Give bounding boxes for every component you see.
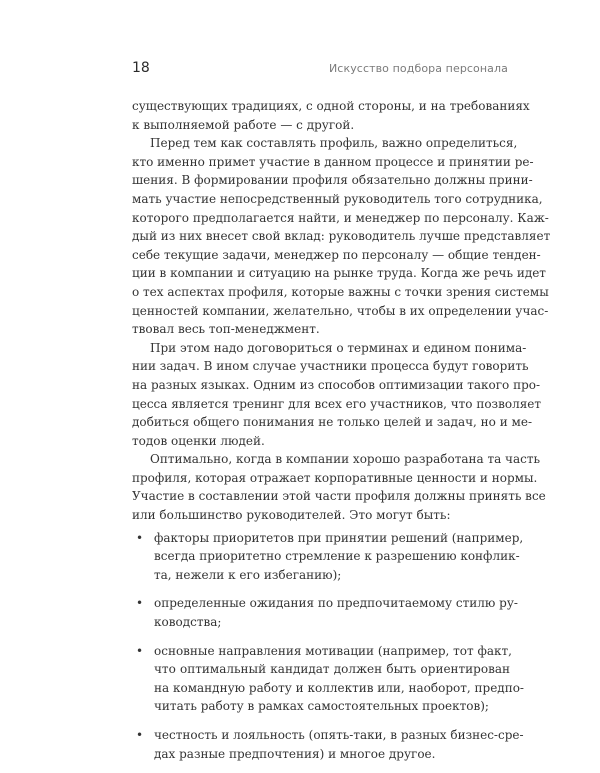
bullet-text-line: всегда приоритетно стремление к разрешению конфлик- [154, 549, 520, 564]
text-line: к выполняемой работе — с другой. [132, 117, 355, 132]
text-line: Участие в составлении этой части профиля должны принять все [132, 489, 546, 504]
bullet-item [132, 594, 518, 631]
bullet-text-line: честность и лояльность (опять-таки, в разных бизнес-сре- [154, 728, 524, 742]
text-line: на разных языках. Одним из способов оптимизации такого про- [132, 377, 541, 392]
text-line: ции в компании и ситуацию на рынке труда. Когда же речь идет [132, 266, 546, 281]
text-line: о тех аспектах профиля, которые важны с точки зрения системы [132, 284, 549, 299]
bullet-icon: • [136, 596, 144, 611]
text-line: цесса является тренинг для всех его участников, что позволяет [132, 396, 542, 411]
text-line: себе текущие задачи, менеджер по персоналу — общие тенден- [132, 247, 541, 262]
bullet-icon: • [136, 728, 144, 742]
body-text [132, 97, 551, 773]
text-line: нии задач. В ином случае участники процесса будут говорить [132, 359, 529, 374]
paragraph [132, 450, 546, 524]
page-header [132, 60, 508, 80]
running-title: Искусство подбора персонала [328, 62, 508, 75]
text-line: которого предполагается найти, и менеджер по персоналу. Каж- [132, 210, 549, 225]
text-line: Оптимально, когда в компании хорошо разработана та часть [150, 452, 541, 467]
bullet-item [132, 726, 524, 763]
text-line: ценностей компании, желательно, чтобы в их определении учас- [132, 303, 549, 318]
bullet-text-line: что оптимальный кандидат должен быть ориентирован [154, 662, 510, 677]
bullet-text-line: дах разные предпочтения) и многое другое. [154, 746, 436, 761]
text-line: дый из них внесет свой вклад: руководитель лучше представляет [132, 229, 551, 244]
text-line: добиться общего понимания не только целей и задач, но и ме- [132, 415, 533, 430]
bullet-icon: • [136, 643, 144, 658]
text-line: мать участие непосредственный руководитель того сотрудника, [132, 191, 543, 206]
text-line: При этом надо договориться о терминах и едином понима- [150, 340, 527, 355]
text-line: твовал весь топ-менеджмент. [132, 322, 320, 337]
bullet-text-line: ководства; [154, 615, 222, 630]
paragraph [132, 339, 542, 451]
bullet-text-line: та, нежели к его избеганию); [154, 567, 342, 582]
bullet-item [132, 529, 524, 585]
text-line: профиля, которая отражает корпоративные ценности и нормы. [132, 470, 538, 485]
bullet-text-line: основные направления мотивации (например, тот факт, [154, 643, 512, 658]
bullet-list [132, 529, 524, 764]
text-line: существующих традициях, с одной стороны, и на требованиях [132, 99, 530, 113]
text-line: или большинство руководителей. Это могут быть: [132, 508, 451, 523]
bullet-text-line: читать работу в рамках самостоятельных проектов); [154, 699, 489, 714]
paragraph [132, 134, 551, 339]
bullet-item [132, 642, 524, 716]
bullet-text-line: определенные ожидания по предпочитаемому стилю ру- [154, 596, 518, 611]
bullet-icon: • [136, 530, 144, 545]
text-line: тодов оценки людей. [132, 433, 265, 448]
bullet-text-line: факторы приоритетов при принятии решений (например, [154, 530, 524, 545]
paragraph [132, 97, 530, 134]
text-line: Перед тем как составлять профиль, важно определиться, [150, 136, 518, 151]
page-number: 18 [132, 60, 150, 76]
text-line: шения. В формировании профиля обязательно должны прини- [132, 173, 533, 188]
text-line: кто именно примет участие в данном процессе и принятии ре- [132, 154, 534, 169]
bullet-text-line: на командную работу и коллектив или, наоборот, предпо- [154, 680, 524, 695]
